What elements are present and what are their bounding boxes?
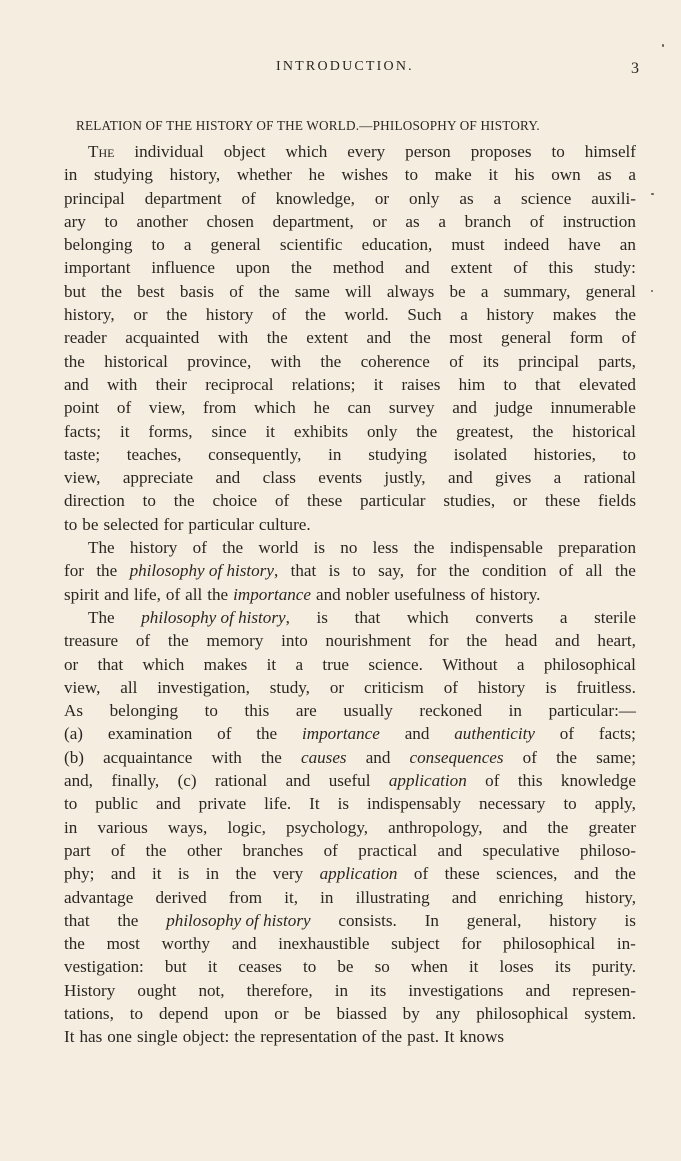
text-line: belonging to a general scientific education, must indeed have an [64,235,636,255]
text-line: important influence upon the method and extent of this study: [64,258,636,278]
text-line: taste; teaches, consequently, in studying isolated histories, to [64,444,636,464]
text-line: or that which makes it a true science. Without a philosophical [64,654,636,674]
text-line: direction to the choice of these particular studies, or these fields [64,491,636,511]
text-line: The philosophy of history, is that which converts a sterile [88,607,636,627]
text-line: view, appreciate and class events justly, and gives a rational [64,468,636,488]
text-line: part of the other branches of practical and speculative philoso- [64,840,636,860]
paper-speck [662,44,664,47]
text-line: tations, to depend upon or be biassed by any philosophical system. [64,1003,636,1023]
text-line: phy; and it is in the very application of these sciences, and the [64,864,636,884]
paper-speck [651,290,653,292]
text-line: treasure of the memory into nourishment for the head and heart, [64,631,636,651]
text-line: (a) examination of the importance and authenticity of facts; [64,724,636,744]
text-line: and, finally, (c) rational and useful application of this knowledge [64,771,636,791]
text-line: in various ways, logic, psychology, anthropology, and the greater [64,817,636,837]
text-line: History ought not, therefore, in its investigations and represen- [64,980,636,1000]
text-line: facts; it forms, since it exhibits only the greatest, the historical [64,421,636,441]
text-line: to be selected for particular culture. [64,514,311,534]
text-line: but the best basis of the same will always be a summary, general [64,281,636,301]
text-line: advantage derived from it, in illustrating and enriching history, [64,887,636,907]
text-line: vestigation: but it ceases to be so when it loses its purity. [64,957,636,977]
text-line: point of view, from which he can survey and judge innumerable [64,398,636,418]
text-line: and with their reciprocal relations; it raises him to that elevated [64,374,636,394]
text-line: The history of the world is no less the indispensable preparation [88,538,636,558]
page-number: 3 [631,60,639,77]
text-line: (b) acquaintance with the causes and consequences of the same; [64,747,636,767]
text-line: ary to another chosen department, or as a branch of instruction [64,211,636,231]
text-line: principal department of knowledge, or only as a science auxili- [64,188,636,208]
text-line: It has one single object: the representation of the past. It knows [64,1027,505,1047]
text-line: in studying history, whether he wishes to make it his own as a [64,165,636,185]
section-heading: RELATION OF THE HISTORY OF THE WORLD.—PHILOSOPHY OF HISTORY. [76,118,540,133]
text-line: As belonging to this are usually reckoned in particular:— [64,701,636,721]
text-line: spirit and life, of all the importance and nobler usefulness of history. [64,584,541,604]
text-line: history, or the history of the world. Such a history makes the [64,305,636,325]
paper-speck [651,193,654,195]
text-line: the historical province, with the coherence of its principal parts, [64,351,636,371]
running-head: INTRODUCTION. [276,59,414,74]
text-line: to public and private life. It is indispensably necessary to apply, [64,794,636,814]
text-line: the most worthy and inexhaustible subject for philosophical in- [64,934,636,954]
text-line: that the philosophy of history consists. In general, history is [64,910,636,930]
body-text [64,140,636,1049]
text-line: view, all investigation, study, or criticism of history is fruitless. [64,677,636,697]
text-line: for the philosophy of history, that is to say, for the condition of all the [64,561,636,581]
text-line: The individual object which every person proposes to himself [88,142,636,161]
text-line: reader acquainted with the extent and the most general form of [64,328,636,348]
